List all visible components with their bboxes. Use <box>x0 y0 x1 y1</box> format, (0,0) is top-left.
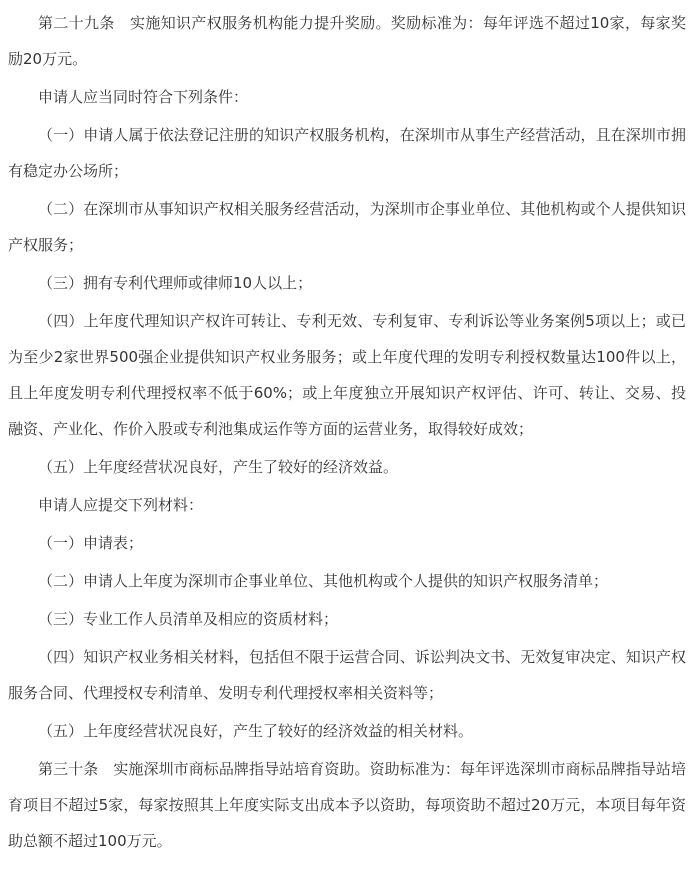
material-item-3: （三）专业工作人员清单及相应的资质材料； <box>38 610 339 628</box>
material-item-1: （一）申请表； <box>38 534 144 552</box>
material-item-4: （四）知识产权业务相关材料，包括但不限于运营合同、诉讼判决文书、无效复审决定、知识产权服务合同、代理授权专利清单、发明专利代理授权率相关资料等； <box>8 648 686 702</box>
condition-item-2: （二）在深圳市从事知识产权相关服务经营活动，为深圳市企事业单位、其他机构或个人提供知识产权服务； <box>8 200 686 254</box>
material-item-2: （二）申请人上年度为深圳市企事业单位、其他机构或个人提供的知识产权服务清单； <box>38 572 609 590</box>
condition-item-4: （四）上年度代理知识产权许可转让、专利无效、专利复审、专利诉讼等业务案例5项以上；或已为至少2家世界500强企业提供知识产权业务服务；或上年度代理的发明专利授权数量达100件以上，且上年度发明专利代理授权率不低于60%；或上年度独立开展知识产权评估、许可、转让、交易、投融资、产业化、作价入股或专利池集成运作等方面的运营业务，取得较好成效； <box>8 312 686 438</box>
article-30-paragraph: 第三十条 实施深圳市商标品牌指导站培育资助。资助标准为：每年评选深圳市商标品牌指导站培育项目不超过5家，每家按照其上年度实际支出成本予以资助，每项资助不超过20万元，本项目每年资助总额不超过100万元。 <box>8 760 686 850</box>
conditions-intro-paragraph: 申请人应当同时符合下列条件： <box>38 88 249 106</box>
article-29-heading-paragraph: 第二十九条 实施知识产权服务机构能力提升奖励。奖励标准为：每年评选不超过10家，每家奖励20万元。 <box>8 14 686 68</box>
materials-intro-paragraph: 申请人应提交下列材料： <box>38 496 204 514</box>
condition-item-5: （五）上年度经营状况良好，产生了较好的经济效益。 <box>38 458 399 476</box>
condition-item-1: （一）申请人属于依法登记注册的知识产权服务机构，在深圳市从事生产经营活动，且在深圳市拥有稳定办公场所； <box>8 126 686 180</box>
material-item-5: （五）上年度经营状况良好，产生了较好的经济效益的相关材料。 <box>38 722 474 740</box>
condition-item-3: （三）拥有专利代理师或律师10人以上； <box>38 274 313 292</box>
